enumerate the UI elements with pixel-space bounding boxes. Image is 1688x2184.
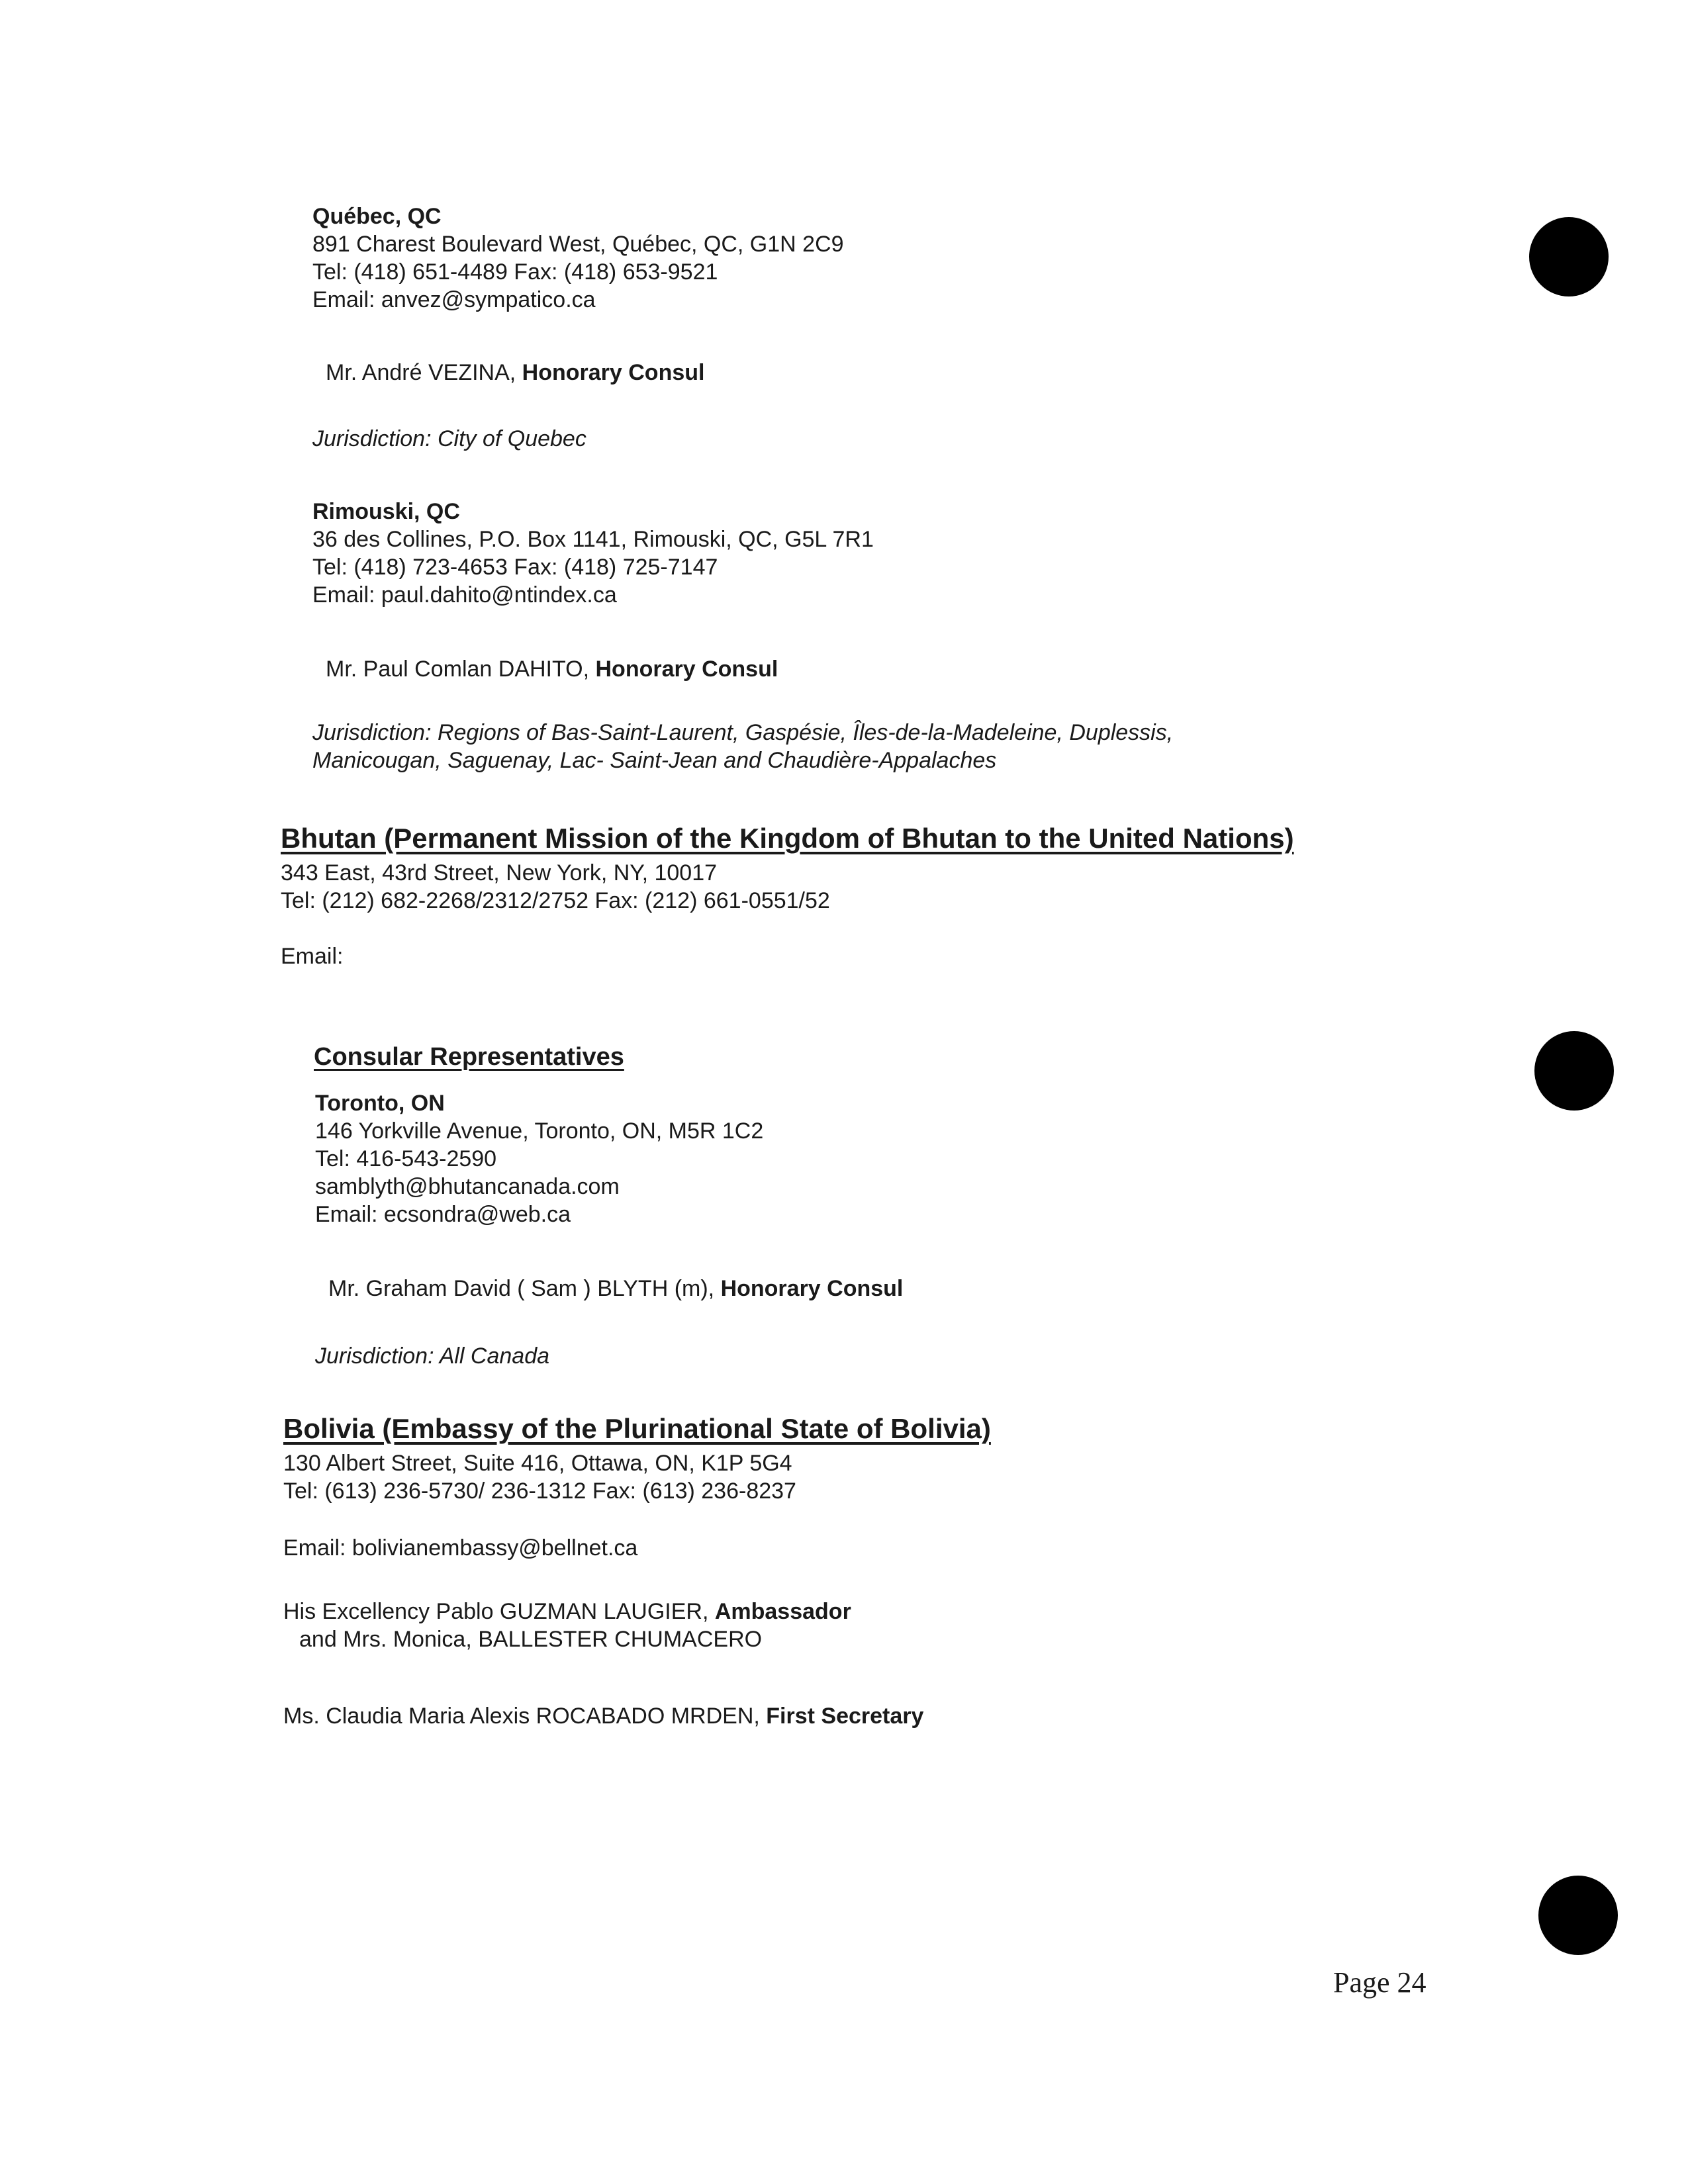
quebec-consul-name: Mr. André VEZINA, [326,360,522,385]
toronto-jurisdiction: Jurisdiction: All Canada [315,1343,550,1369]
toronto-email: Email: ecsondra@web.ca [315,1202,571,1227]
rimouski-consul-name: Mr. Paul Comlan DAHITO, [326,657,596,682]
bolivia-tel-fax: Tel: (613) 236-5730/ 236-1312 Fax: (613) 236-8237 [283,1479,796,1504]
quebec-consul-title: Honorary Consul [522,360,705,385]
binder-hole-middle [1534,1031,1614,1111]
toronto-consul-title: Honorary Consul [720,1276,904,1301]
quebec-jurisdiction: Jurisdiction: City of Quebec [312,426,586,451]
binder-hole-bottom [1538,1876,1618,1955]
rimouski-jurisdiction-line-2: Manicougan, Saguenay, Lac- Saint-Jean and Chaudière-Appalaches [312,748,997,773]
quebec-city: Québec, QC [312,204,442,229]
rimouski-consul [326,655,778,683]
toronto-extra-email: samblyth@bhutancanada.com [315,1174,620,1199]
bolivia-secretary-name: Ms. Claudia Maria Alexis ROCABADO MRDEN, [283,1704,767,1729]
bhutan-heading: Bhutan (Permanent Mission of the Kingdom of Bhutan to the United Nations) [281,823,1294,854]
rimouski-tel-fax: Tel: (418) 723-4653 Fax: (418) 725-7147 [312,555,718,580]
rimouski-jurisdiction [312,719,1173,774]
quebec-email: Email: anvez@sympatico.ca [312,287,596,312]
rimouski-contact-block [312,498,874,609]
bhutan-tel-fax: Tel: (212) 682-2268/2312/2752 Fax: (212) 661-0551/52 [281,888,830,913]
quebec-consul [326,359,704,387]
quebec-tel-fax: Tel: (418) 651-4489 Fax: (418) 653-9521 [312,259,718,285]
toronto-consul [328,1275,903,1302]
bolivia-contact-block [283,1449,796,1505]
rimouski-jurisdiction-line-1: Jurisdiction: Regions of Bas-Saint-Laurent, Gaspésie, Îles-de-la-Madeleine, Duplessis, [312,720,1174,745]
quebec-contact-block [312,203,844,314]
toronto-consul-name: Mr. Graham David ( Sam ) BLYTH (m), [328,1276,721,1301]
toronto-contact-block [315,1089,763,1228]
rimouski-consul-title: Honorary Consul [595,657,778,682]
toronto-address: 146 Yorkville Avenue, Toronto, ON, M5R 1C2 [315,1118,764,1144]
bolivia-ambassador-line [283,1598,851,1625]
bolivia-ambassador [283,1598,851,1653]
quebec-address: 891 Charest Boulevard West, Québec, QC, G1N 2C9 [312,232,844,257]
consular-representatives-heading: Consular Representatives [314,1043,624,1071]
bhutan-address: 343 East, 43rd Street, New York, NY, 10017 [281,860,718,886]
bolivia-address: 130 Albert Street, Suite 416, Ottawa, ON, K1P 5G4 [283,1451,792,1476]
bhutan-contact-block [281,859,830,915]
binder-hole-top [1529,217,1609,296]
bolivia-secretary-title: First Secretary [766,1704,924,1729]
bolivia-ambassador-title: Ambassador [714,1599,851,1624]
bolivia-ambassador-name: His Excellency Pablo GUZMAN LAUGIER, [283,1599,715,1624]
page-number: Page 24 [1333,1966,1427,1999]
rimouski-city: Rimouski, QC [312,499,460,524]
bhutan-email: Email: [281,944,344,969]
rimouski-email: Email: paul.dahito@ntindex.ca [312,582,617,608]
toronto-city: Toronto, ON [315,1091,445,1116]
bolivia-ambassador-spouse: and Mrs. Monica, BALLESTER CHUMACERO [299,1627,763,1652]
rimouski-address: 36 des Collines, P.O. Box 1141, Rimouski, QC, G5L 7R1 [312,527,874,552]
toronto-tel: Tel: 416-543-2590 [315,1146,497,1171]
bolivia-heading: Bolivia (Embassy of the Plurinational State of Bolivia) [283,1413,991,1444]
bolivia-secretary [283,1702,923,1730]
bolivia-email: Email: bolivianembassy@bellnet.ca [283,1535,638,1561]
